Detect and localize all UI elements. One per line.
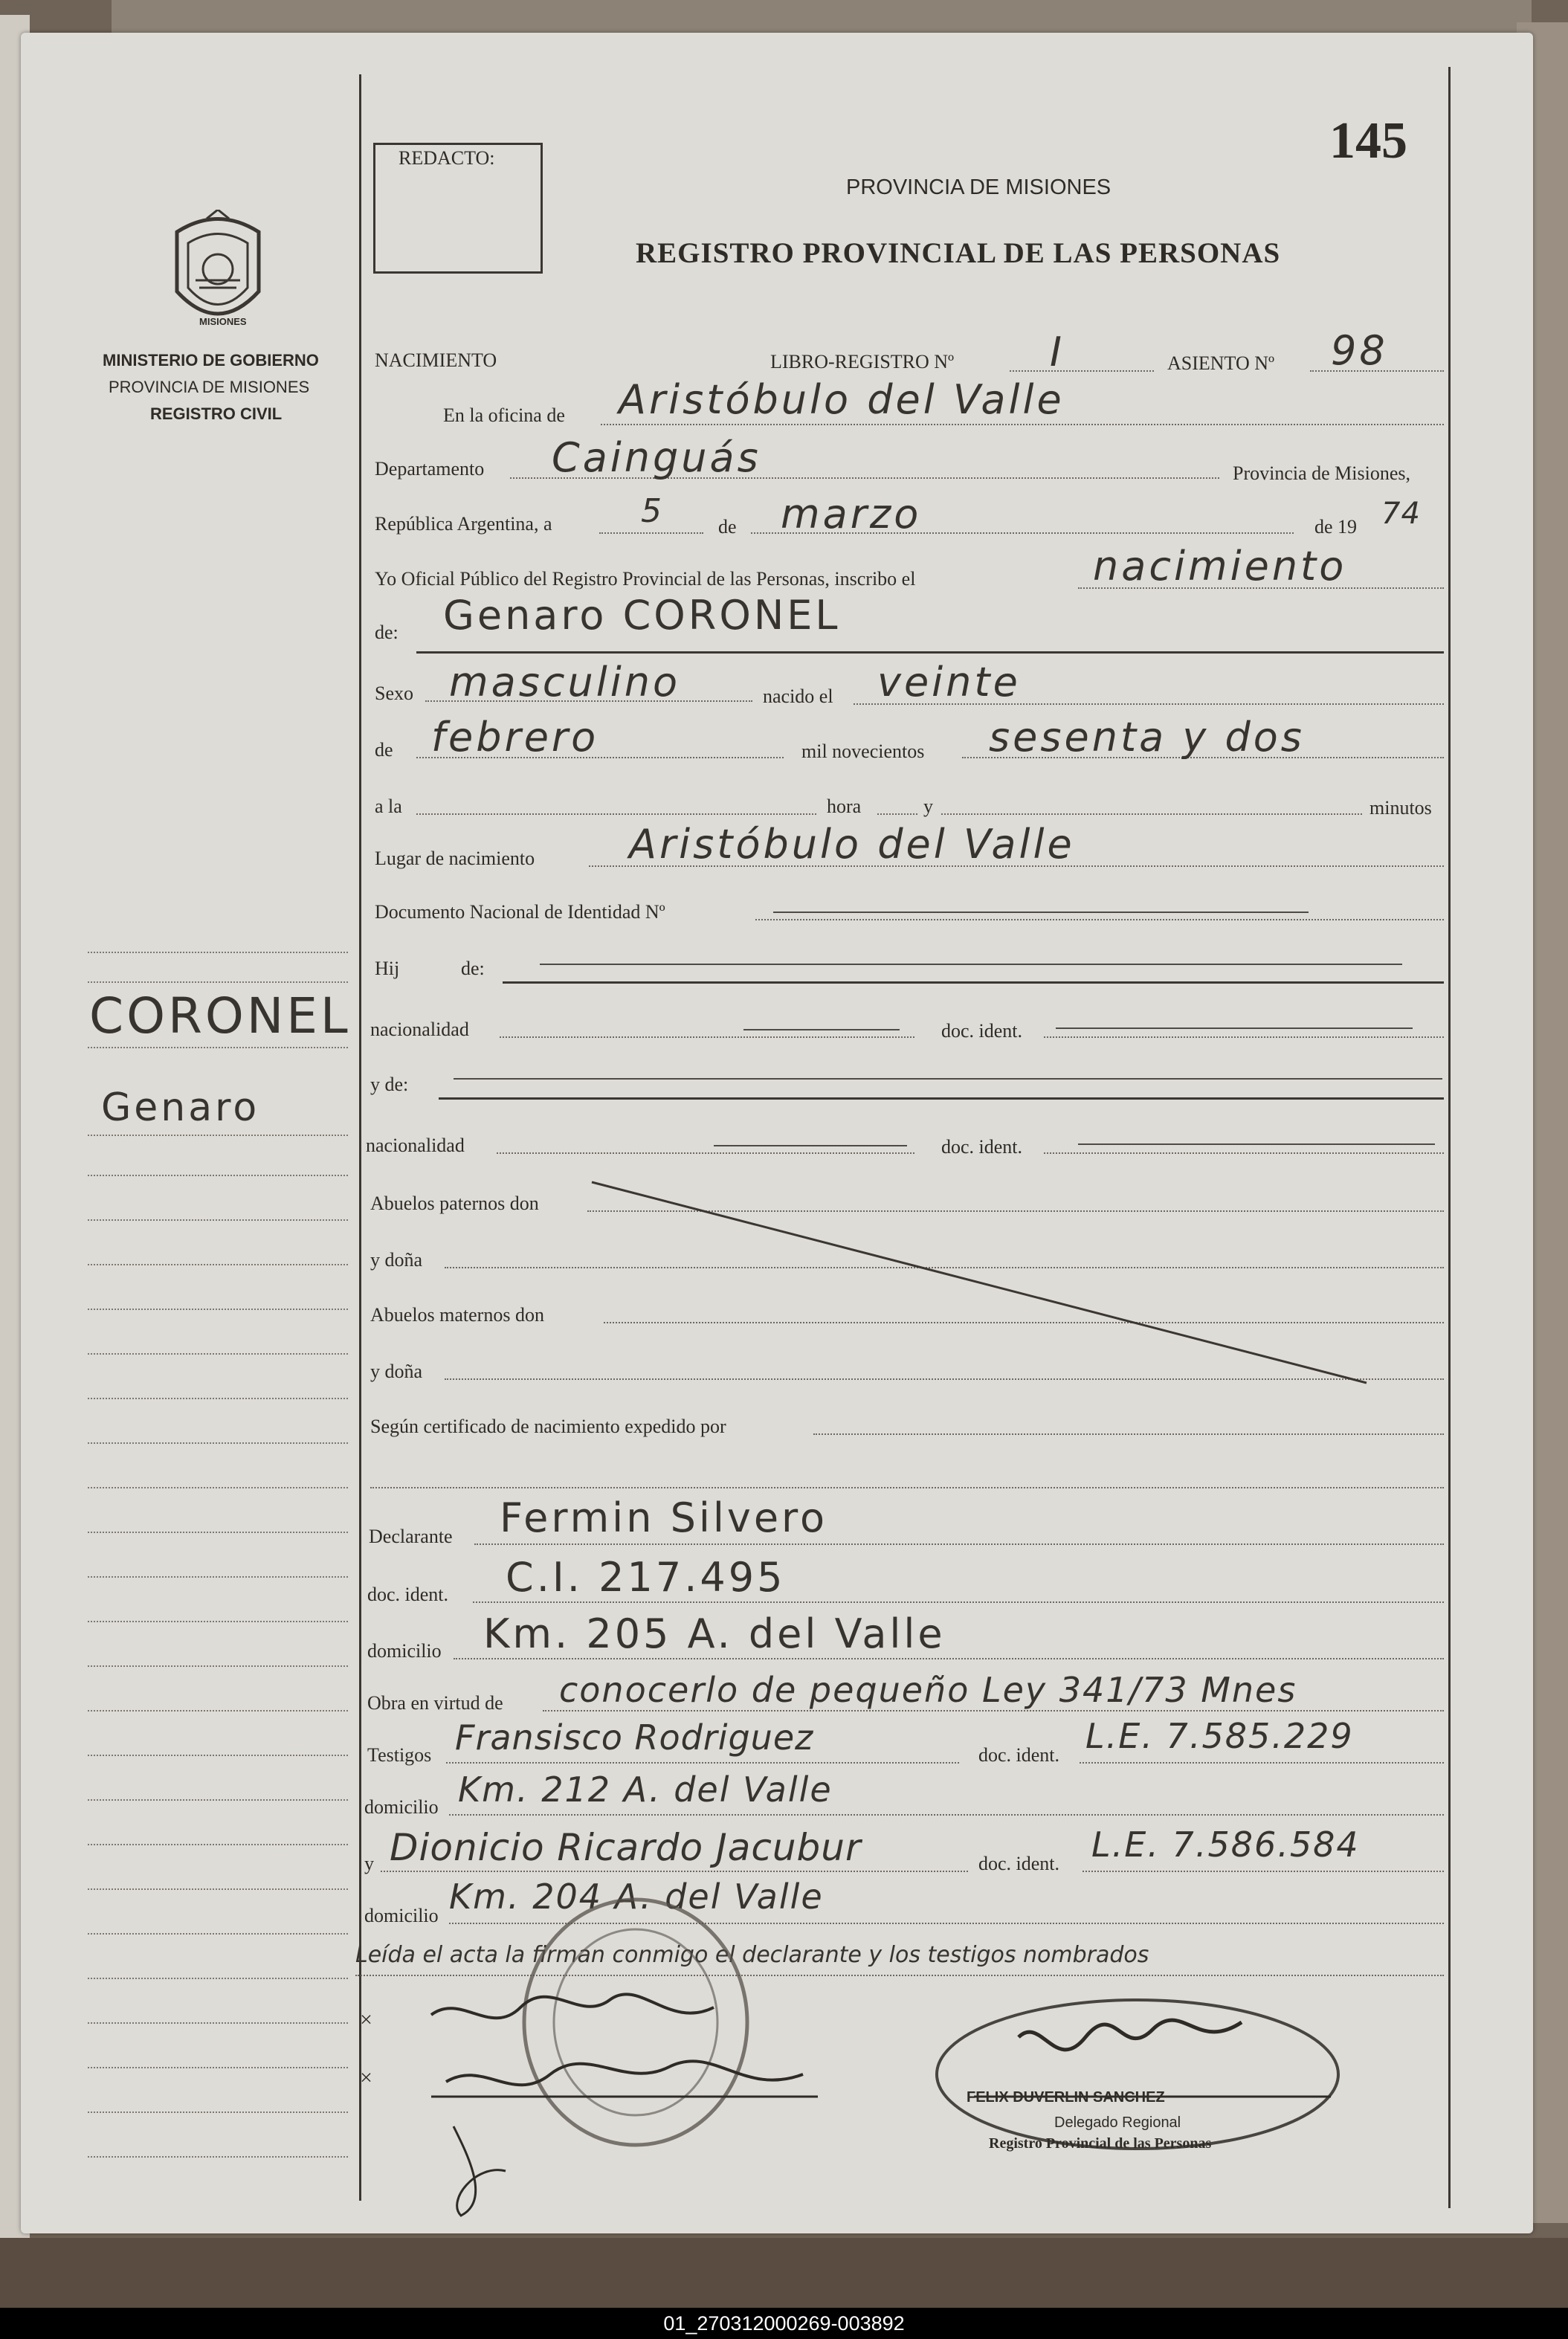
anio-value: 74 — [1381, 497, 1421, 531]
segun-label: Según certificado de nacimiento expedido por — [370, 1416, 726, 1437]
departamento-value: Cainguás — [552, 434, 761, 481]
a-la-label: a la — [375, 796, 402, 817]
declarante-line — [474, 1543, 1444, 1545]
testigos-label: Testigos — [367, 1744, 432, 1766]
domicilio3-label: domicilio — [364, 1905, 439, 1926]
minutos-label: minutos — [1369, 797, 1432, 819]
de-colon-label: de: — [375, 622, 399, 643]
doc-ident2-label: doc. ident. — [941, 1136, 1023, 1158]
lugar-value: Aristóbulo del Valle — [629, 821, 1075, 868]
official-registry: Registro Provincial de las Personas — [989, 2135, 1212, 2152]
redacto-label: REDACTO: — [399, 147, 495, 169]
nacionalidad2-label: nacionalidad — [366, 1135, 465, 1156]
de-label: de — [718, 516, 737, 538]
hij-label: Hij — [375, 958, 400, 979]
testigo2-doc-line — [1083, 1871, 1444, 1872]
departamento-label: Departamento — [375, 458, 485, 480]
testigo1-value: Fransisco Rodriguez — [455, 1717, 814, 1758]
testigo2-line — [381, 1871, 968, 1872]
official-role: Delegado Regional — [1054, 2114, 1181, 2131]
domicilio2-line — [449, 1814, 1444, 1816]
page-number: 145 — [1329, 112, 1407, 170]
testigo2-value: Dionicio Ricardo Jacubur — [390, 1826, 862, 1869]
province-header: PROVINCIA DE MISIONES — [846, 175, 1112, 199]
registry-header: REGISTRO PROVINCIAL DE LAS PERSONAS — [636, 237, 1281, 269]
de-mes-label: de — [375, 739, 393, 761]
libro-value: I — [1050, 329, 1065, 375]
obra-line — [543, 1710, 1444, 1711]
declarante-doc-label: doc. ident. — [367, 1584, 449, 1605]
closing-statement: Leída el acta la firman conmigo el declarante y los testigos nombrados — [355, 1942, 1149, 1968]
mes-value: marzo — [781, 491, 922, 538]
testigo2-doc-value: L.E. 7.586.584 — [1091, 1825, 1360, 1865]
tipo-acta-value: nacimiento — [1093, 543, 1347, 590]
official-name: FELIX DUVERLIN SANCHEZ — [967, 2089, 1165, 2106]
abuelos-paternos-label: Abuelos paternos don — [370, 1193, 539, 1214]
signature-mark-1: × — [360, 2007, 372, 2032]
segun-line — [813, 1433, 1444, 1435]
declarante-label: Declarante — [369, 1526, 453, 1547]
de19-label: de 19 — [1314, 516, 1358, 538]
republica-label: República Argentina, a — [375, 513, 552, 535]
testigo1-dom-value: Km. 212 A. del Valle — [458, 1769, 833, 1810]
domicilio-label: domicilio — [367, 1640, 442, 1662]
seal-text: MISIONES — [199, 316, 247, 327]
lugar-label: Lugar de nacimiento — [375, 848, 535, 869]
dia-value: 5 — [641, 492, 665, 530]
declarante-dom-value: Km. 205 A. del Valle — [483, 1610, 946, 1657]
provincia-label: Provincia de Misiones, — [1233, 462, 1411, 484]
dia-nac-value: veinte — [877, 659, 1021, 706]
desk-background — [0, 2238, 1568, 2308]
asiento-value: 98 — [1331, 327, 1388, 374]
yo-oficial-label: Yo Oficial Público del Registro Provincial de las Personas, inscribo el — [375, 568, 916, 590]
documento-label: Documento Nacional de Identidad Nº — [375, 901, 665, 923]
asiento-label: ASIENTO Nº — [1167, 352, 1275, 374]
y-dona1-label: y doña — [370, 1249, 423, 1271]
witness-signatures-icon — [401, 1978, 848, 2223]
segun-line-2 — [370, 1487, 1444, 1488]
oficina-label: En la oficina de — [443, 404, 565, 426]
testigo1-line — [446, 1762, 959, 1764]
mes-nac-value: febrero — [431, 714, 599, 761]
y-de-label: y de: — [370, 1074, 409, 1095]
domicilio2-label: domicilio — [364, 1796, 439, 1818]
testigo1-doc-value: L.E. 7.585.229 — [1085, 1716, 1354, 1756]
anio-nac-value: sesenta y dos — [989, 714, 1305, 761]
nacionalidad-label: nacionalidad — [370, 1019, 469, 1040]
abuelos-maternos-label: Abuelos maternos don — [370, 1304, 544, 1326]
declarante-doc-line — [473, 1601, 1444, 1603]
margin-surname: CORONEL — [89, 987, 351, 1045]
registro-civil-label: REGISTRO CIVIL — [150, 404, 283, 423]
testigo1-doc-label: doc. ident. — [978, 1744, 1060, 1766]
testigo2-doc-label: doc. ident. — [978, 1853, 1060, 1874]
y-dona2-label: y doña — [370, 1361, 423, 1382]
libro-label: LIBRO-REGISTRO Nº — [770, 351, 955, 372]
sexo-label: Sexo — [375, 683, 413, 704]
y-label: y — [923, 796, 933, 817]
nacimiento-label: NACIMIENTO — [375, 349, 497, 371]
nacido-label: nacido el — [763, 685, 833, 707]
obra-value: conocerlo de pequeño Ley 341/73 Mnes — [559, 1670, 1297, 1710]
hora-label: hora — [827, 796, 862, 817]
doc-ident-label: doc. ident. — [941, 1020, 1023, 1042]
ministry-label: MINISTERIO DE GOBIERNO — [103, 351, 319, 370]
province-label: PROVINCIA DE MISIONES — [109, 378, 310, 396]
mil-label: mil novecientos — [801, 741, 925, 762]
nombre-value: Genaro CORONEL — [443, 592, 841, 639]
declarante-value: Fermin Silvero — [500, 1494, 828, 1541]
y-testigo-label: y — [364, 1853, 374, 1874]
testigo2-dom-value: Km. 204 A. del Valle — [449, 1877, 824, 1917]
margin-given-name: Genaro — [101, 1085, 260, 1130]
declarante-doc-value: C.I. 217.495 — [506, 1554, 786, 1601]
testigo1-doc-line — [1080, 1762, 1444, 1764]
de2-label: de: — [461, 958, 485, 979]
sexo-value: masculino — [449, 659, 681, 706]
image-caption: 01_270312000269-003892 — [0, 2308, 1568, 2339]
signature-mark-2: × — [360, 2065, 372, 2090]
obra-label: Obra en virtud de — [367, 1692, 503, 1714]
domicilio-line — [454, 1658, 1444, 1659]
oficina-value: Aristóbulo del Valle — [619, 376, 1065, 423]
